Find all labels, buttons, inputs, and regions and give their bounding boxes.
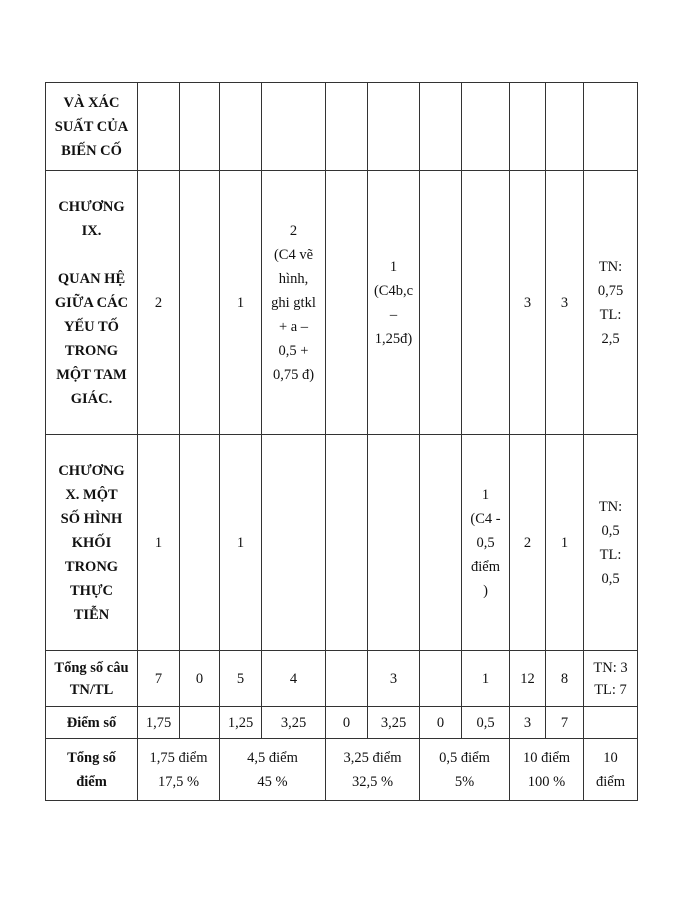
count-cell <box>462 83 510 171</box>
topic-cell: Tổng số điểm <box>46 739 138 801</box>
count-cell <box>138 83 180 171</box>
count-cell <box>180 435 220 651</box>
count-cell <box>546 83 584 171</box>
table-row <box>46 651 638 707</box>
score-cell <box>180 707 220 739</box>
count-cell: 3 <box>368 651 420 707</box>
topic-cell: CHƯƠNG IX. QUAN HỆ GIỮA CÁC YẾU TỐ TRONG MỘT TAM GIÁC. <box>46 171 138 435</box>
count-cell: 2 <box>510 435 546 651</box>
total-score-cell: 0,5 điểm 5% <box>420 739 510 801</box>
count-cell <box>462 171 510 435</box>
count-cell <box>368 435 420 651</box>
count-cell <box>420 171 462 435</box>
table-row <box>46 83 638 171</box>
count-cell <box>326 651 368 707</box>
score-matrix-table <box>45 82 638 801</box>
topic-cell: VÀ XÁC SUẤT CỦA BIẾN CỐ <box>46 83 138 171</box>
count-cell <box>420 651 462 707</box>
count-cell <box>262 83 326 171</box>
count-cell: TN: 0,5 TL: 0,5 <box>584 435 638 651</box>
count-cell <box>368 83 420 171</box>
table-row <box>46 707 638 739</box>
total-score-cell: 3,25 điểm 32,5 % <box>326 739 420 801</box>
table-row <box>46 171 638 435</box>
total-score-cell: 1,75 điểm 17,5 % <box>138 739 220 801</box>
count-cell: 2 (C4 vẽ hình, ghi gtkl + a – 0,5 + 0,75 đ) <box>262 171 326 435</box>
count-cell <box>420 83 462 171</box>
score-cell: 0 <box>420 707 462 739</box>
count-cell <box>220 83 262 171</box>
count-cell: 5 <box>220 651 262 707</box>
count-cell: 1 <box>220 435 262 651</box>
total-score-cell: 10 điểm <box>584 739 638 801</box>
count-cell: 1 <box>220 171 262 435</box>
table-row <box>46 435 638 651</box>
count-cell: 1 <box>546 435 584 651</box>
count-cell <box>180 171 220 435</box>
count-cell: 0 <box>180 651 220 707</box>
count-cell <box>326 435 368 651</box>
count-cell <box>262 435 326 651</box>
topic-cell: Điểm số <box>46 707 138 739</box>
count-cell: 1 (C4 - 0,5 điểm ) <box>462 435 510 651</box>
count-cell: 3 <box>510 171 546 435</box>
table-row <box>46 739 638 801</box>
score-cell: 1,75 <box>138 707 180 739</box>
score-cell: 0 <box>326 707 368 739</box>
total-score-cell: 4,5 điểm 45 % <box>220 739 326 801</box>
count-cell <box>420 435 462 651</box>
count-cell: 3 <box>546 171 584 435</box>
count-cell <box>510 83 546 171</box>
count-cell: 12 <box>510 651 546 707</box>
count-cell: TN: 3 TL: 7 <box>584 651 638 707</box>
count-cell: 7 <box>138 651 180 707</box>
total-score-cell: 10 điểm 100 % <box>510 739 584 801</box>
topic-cell: CHƯƠNG X. MỘT SỐ HÌNH KHỐI TRONG THỰC TIỄN <box>46 435 138 651</box>
topic-cell: Tổng số câu TN/TL <box>46 651 138 707</box>
score-cell: 0,5 <box>462 707 510 739</box>
count-cell <box>180 83 220 171</box>
count-cell: 1 <box>138 435 180 651</box>
count-cell <box>326 171 368 435</box>
score-cell: 3,25 <box>368 707 420 739</box>
score-cell: 7 <box>546 707 584 739</box>
count-cell: 4 <box>262 651 326 707</box>
count-cell: 2 <box>138 171 180 435</box>
score-cell: 3 <box>510 707 546 739</box>
count-cell: 1 <box>462 651 510 707</box>
count-cell <box>326 83 368 171</box>
score-cell: 3,25 <box>262 707 326 739</box>
score-cell: 1,25 <box>220 707 262 739</box>
count-cell <box>584 83 638 171</box>
count-cell: 1 (C4b,c – 1,25đ) <box>368 171 420 435</box>
count-cell: 8 <box>546 651 584 707</box>
count-cell: TN: 0,75 TL: 2,5 <box>584 171 638 435</box>
score-cell <box>584 707 638 739</box>
